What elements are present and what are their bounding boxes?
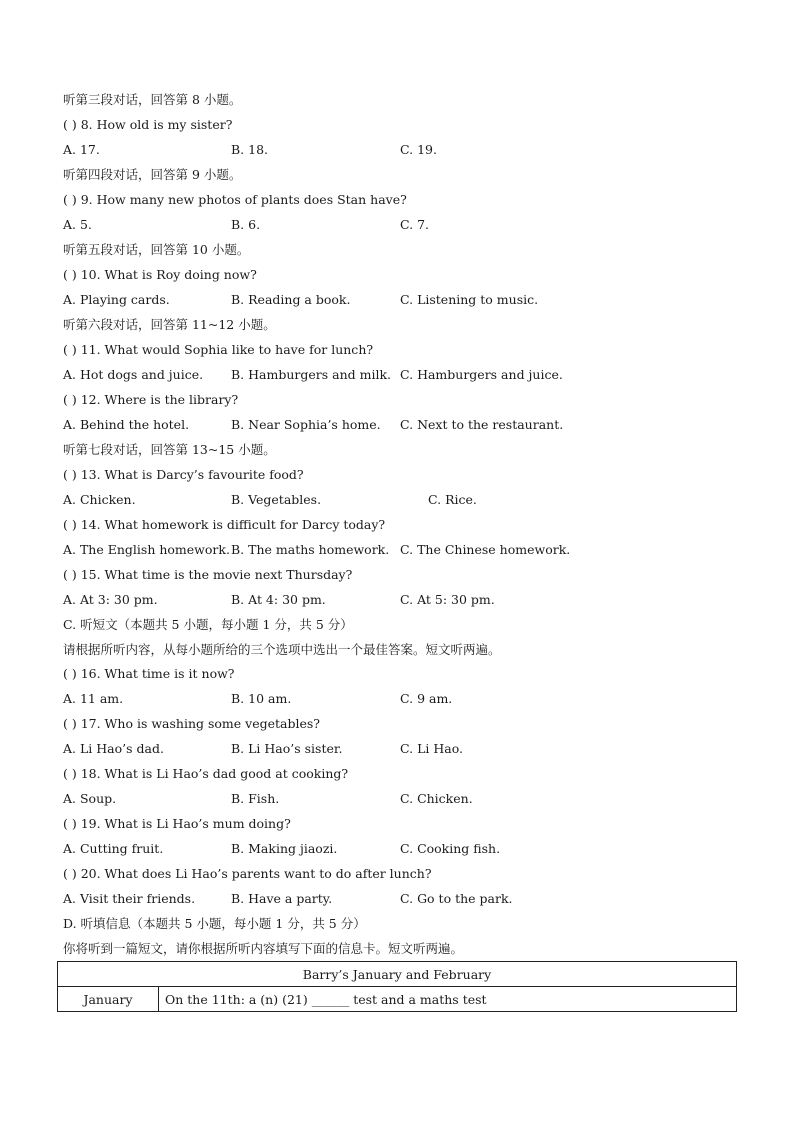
q8-option-b[interactable]: B. 18. [231, 142, 269, 157]
q11-option-b[interactable]: B. Hamburgers and milk. [231, 367, 392, 382]
q12-option-b[interactable]: B. Near Sophia’s home. [231, 417, 381, 432]
q10-option-b[interactable]: B. Reading a book. [231, 292, 351, 307]
question-8: ( ) 8. How old is my sister? [63, 117, 233, 132]
table-row [58, 987, 737, 1012]
q20-option-a[interactable]: A. Visit their friends. [63, 891, 196, 906]
question-16: ( ) 16. What time is it now? [63, 666, 235, 681]
question-13: ( ) 13. What is Darcy’s favourite food? [63, 467, 304, 482]
q10-option-a[interactable]: A. Playing cards. [63, 292, 170, 307]
q8-option-c[interactable]: C. 19. [400, 142, 437, 157]
q17-option-c[interactable]: C. Li Hao. [400, 741, 463, 756]
q19-option-b[interactable]: B. Making jiaozi. [231, 841, 338, 856]
q12-option-c[interactable]: C. Next to the restaurant. [400, 417, 564, 432]
question-18: ( ) 18. What is Li Hao’s dad good at cooking? [63, 766, 349, 781]
q9-option-a[interactable]: A. 5. [63, 217, 92, 232]
q8-option-a[interactable]: A. 17. [63, 142, 100, 157]
section-7-heading: 听第七段对话，回答第 13~15 小题。 [63, 442, 276, 457]
section-3-heading: 听第三段对话，回答第 8 小题。 [63, 92, 242, 107]
table-title: Barry’s January and February [58, 962, 737, 987]
q19-option-a[interactable]: A. Cutting fruit. [63, 841, 164, 856]
q18-option-a[interactable]: A. Soup. [63, 791, 117, 806]
q16-option-b[interactable]: B. 10 am. [231, 691, 292, 706]
section-5-heading: 听第五段对话，回答第 10 小题。 [63, 242, 250, 257]
q14-option-b[interactable]: B. The maths homework. [231, 542, 390, 557]
q15-option-c[interactable]: C. At 5: 30 pm. [400, 592, 495, 607]
question-9: ( ) 9. How many new photos of plants does Stan have? [63, 192, 407, 207]
q16-option-a[interactable]: A. 11 am. [63, 691, 124, 706]
q13-option-c[interactable]: C. Rice. [428, 492, 477, 507]
q11-option-a[interactable]: A. Hot dogs and juice. [63, 367, 204, 382]
q12-option-a[interactable]: A. Behind the hotel. [63, 417, 190, 432]
q16-option-c[interactable]: C. 9 am. [400, 691, 453, 706]
section-d-instructions: 你将听到一篇短文，请你根据所听内容填写下面的信息卡。短文听两遍。 [63, 941, 464, 956]
q17-option-a[interactable]: A. Li Hao’s dad. [63, 741, 164, 756]
q13-option-b[interactable]: B. Vegetables. [231, 492, 322, 507]
q20-option-b[interactable]: B. Have a party. [231, 891, 333, 906]
fill-in-cell[interactable]: On the 11th: a (n) (21) ______ test and a maths test [159, 987, 737, 1012]
q13-option-a[interactable]: A. Chicken. [63, 492, 136, 507]
question-15: ( ) 15. What time is the movie next Thursday? [63, 567, 353, 582]
section-c-heading: C. 听短文（本题共 5 小题，每小题 1 分，共 5 分） [63, 617, 353, 632]
q10-option-c[interactable]: C. Listening to music. [400, 292, 539, 307]
q9-option-b[interactable]: B. 6. [231, 217, 261, 232]
table-title-row [58, 962, 737, 987]
section-d-heading: D. 听填信息（本题共 5 小题，每小题 1 分，共 5 分） [63, 916, 366, 931]
question-19: ( ) 19. What is Li Hao’s mum doing? [63, 816, 291, 831]
section-6-heading: 听第六段对话，回答第 11~12 小题。 [63, 317, 276, 332]
q15-option-a[interactable]: A. At 3: 30 pm. [63, 592, 158, 607]
q18-option-b[interactable]: B. Fish. [231, 791, 280, 806]
info-card-table [57, 961, 737, 1012]
section-c-instructions: 请根据所听内容，从每小题所给的三个选项中选出一个最佳答案。短文听两遍。 [63, 642, 501, 657]
question-20: ( ) 20. What does Li Hao’s parents want to do after lunch? [63, 866, 432, 881]
question-12: ( ) 12. Where is the library? [63, 392, 239, 407]
question-10: ( ) 10. What is Roy doing now? [63, 267, 257, 282]
question-14: ( ) 14. What homework is difficult for Darcy today? [63, 517, 386, 532]
q14-option-a[interactable]: A. The English homework. [63, 542, 230, 557]
q11-option-c[interactable]: C. Hamburgers and juice. [400, 367, 563, 382]
q15-option-b[interactable]: B. At 4: 30 pm. [231, 592, 326, 607]
q18-option-c[interactable]: C. Chicken. [400, 791, 473, 806]
q20-option-c[interactable]: C. Go to the park. [400, 891, 513, 906]
q14-option-c[interactable]: C. The Chinese homework. [400, 542, 571, 557]
section-4-heading: 听第四段对话，回答第 9 小题。 [63, 167, 242, 182]
month-cell: January [58, 987, 159, 1012]
q19-option-c[interactable]: C. Cooking fish. [400, 841, 501, 856]
q17-option-b[interactable]: B. Li Hao’s sister. [231, 741, 343, 756]
question-11: ( ) 11. What would Sophia like to have for lunch? [63, 342, 374, 357]
q9-option-c[interactable]: C. 7. [400, 217, 429, 232]
question-17: ( ) 17. Who is washing some vegetables? [63, 716, 320, 731]
